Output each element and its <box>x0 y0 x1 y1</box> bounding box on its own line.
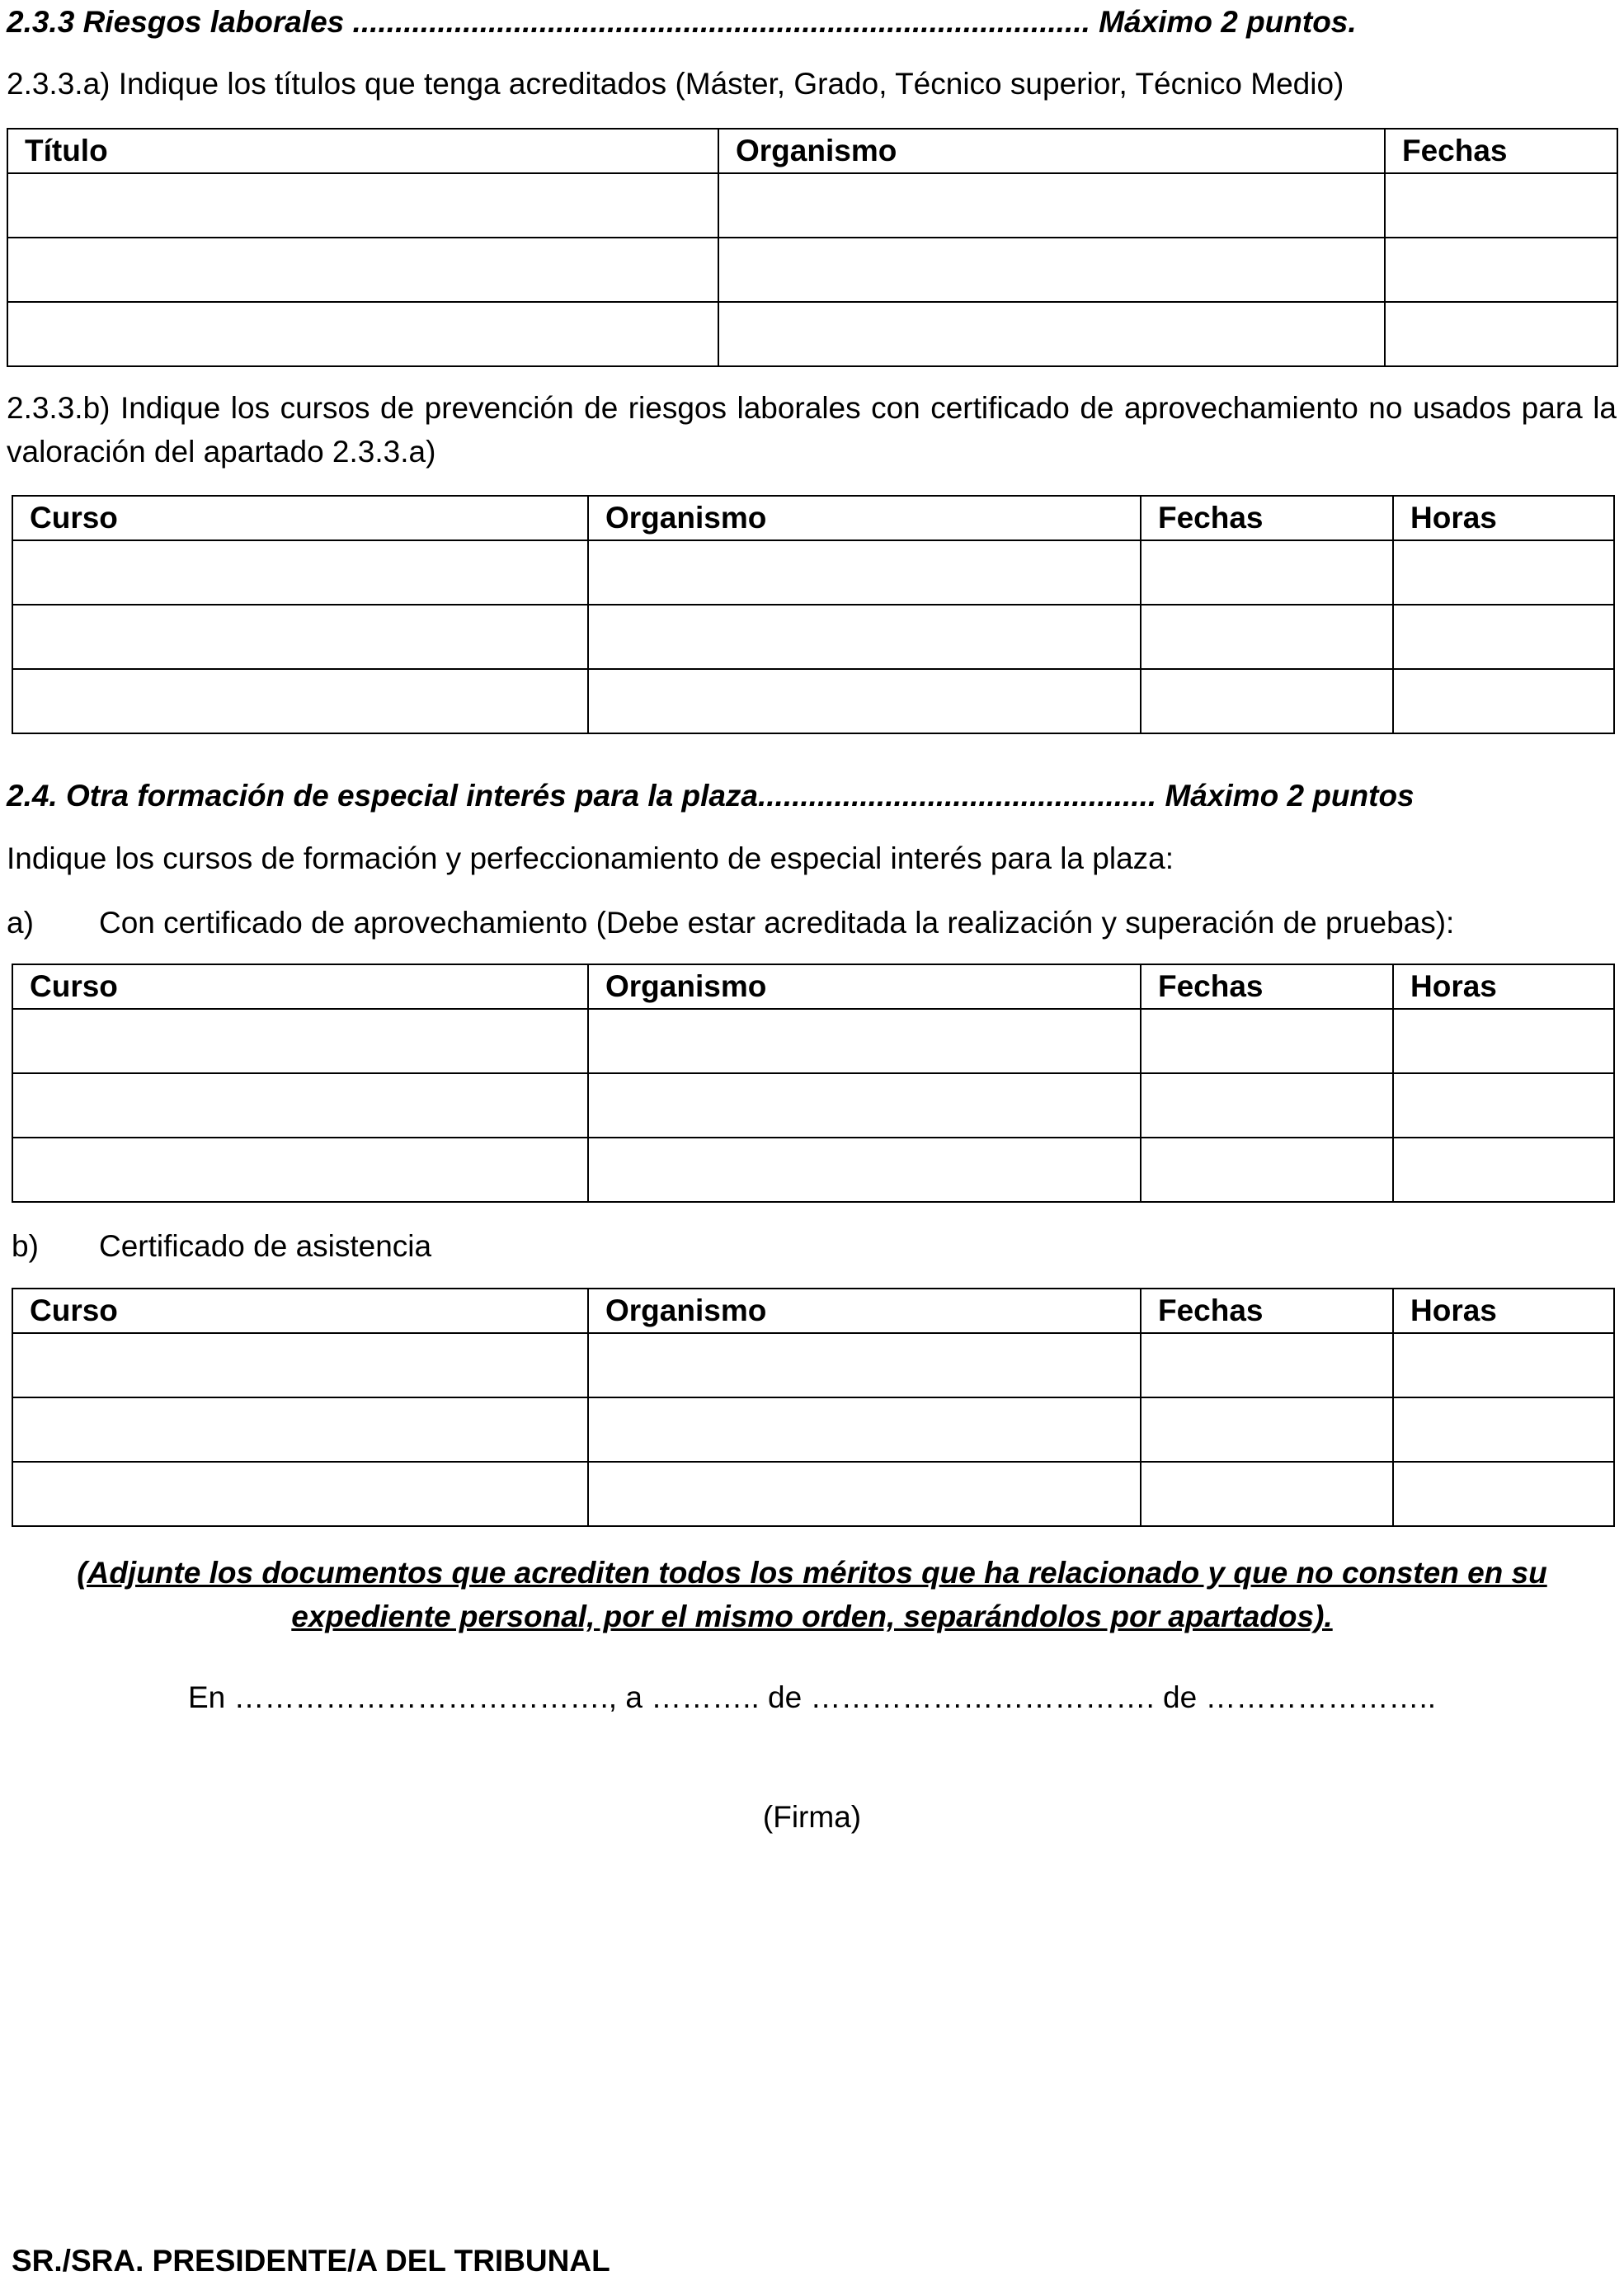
instruction-2-3-3-a: 2.3.3.a) Indique los títulos que tenga acreditados (Máster, Grado, Técnico superior, Técnico Medio) <box>7 67 1344 101</box>
titles-table <box>7 128 1618 367</box>
horas-cell[interactable] <box>1393 669 1614 733</box>
curso-cell[interactable] <box>12 1462 588 1526</box>
organismo-cell[interactable] <box>588 1462 1141 1526</box>
fechas-cell[interactable] <box>1385 238 1617 302</box>
curso-cell[interactable] <box>12 1397 588 1462</box>
table-row <box>12 1009 1614 1073</box>
table-row <box>7 173 1617 238</box>
fechas-cell[interactable] <box>1141 1138 1393 1202</box>
curso-cell[interactable] <box>12 540 588 605</box>
section-heading-leader-dots: ....................................................................................... <box>352 5 1090 39</box>
column-header-horas: Horas <box>1393 964 1614 1009</box>
table-row <box>7 302 1617 366</box>
table-header-row <box>12 1289 1614 1333</box>
organismo-cell[interactable] <box>588 1009 1141 1073</box>
fechas-cell[interactable] <box>1141 540 1393 605</box>
organismo-cell[interactable] <box>588 1073 1141 1138</box>
column-header-horas: Horas <box>1393 1289 1614 1333</box>
section-heading-label: 2.4. Otra formación de especial interés para la plaza. <box>7 779 767 813</box>
table-row <box>12 1397 1614 1462</box>
table-row <box>7 238 1617 302</box>
instruction-2-3-3-b: 2.3.3.b) Indique los cursos de prevención de riesgos laborales con certificado de aprovechamiento no usados para la valoración del apartado 2.3.3.a) <box>7 391 1617 469</box>
titulo-cell[interactable] <box>7 173 718 238</box>
column-header-organismo: Organismo <box>588 496 1141 540</box>
table-row <box>12 1333 1614 1397</box>
list-marker: b) <box>12 1229 39 1263</box>
table-row <box>12 605 1614 669</box>
fechas-cell[interactable] <box>1141 1073 1393 1138</box>
section-heading-max-points: Máximo 2 puntos. <box>1099 5 1357 39</box>
table-row <box>12 1462 1614 1526</box>
horas-cell[interactable] <box>1393 1009 1614 1073</box>
organismo-cell[interactable] <box>588 1333 1141 1397</box>
section-heading-max-points: Máximo 2 puntos <box>1165 779 1415 813</box>
horas-cell[interactable] <box>1393 1333 1614 1397</box>
organismo-cell[interactable] <box>588 669 1141 733</box>
curso-cell[interactable] <box>12 669 588 733</box>
section-heading-leader-dots: .............................................. <box>766 779 1157 813</box>
notice-line-2: expediente personal, por el mismo orden, separándolos por apartados). <box>291 1600 1333 1633</box>
organismo-cell[interactable] <box>588 540 1141 605</box>
column-header-fechas: Fechas <box>1141 964 1393 1009</box>
curso-cell[interactable] <box>12 1138 588 1202</box>
place-date-line: En ………………………………., a ……….. de ……………………………. de ………………….. <box>187 1680 1437 1714</box>
table-row <box>12 1073 1614 1138</box>
horas-cell[interactable] <box>1393 1462 1614 1526</box>
table-header-row <box>7 129 1617 173</box>
horas-cell[interactable] <box>1393 540 1614 605</box>
fechas-cell[interactable] <box>1141 1462 1393 1526</box>
section-heading-label: 2.3.3 Riesgos laborales <box>7 5 345 39</box>
column-header-fechas: Fechas <box>1141 1289 1393 1333</box>
horas-cell[interactable] <box>1393 1073 1614 1138</box>
organismo-cell[interactable] <box>588 605 1141 669</box>
horas-cell[interactable] <box>1393 1138 1614 1202</box>
organismo-cell[interactable] <box>718 302 1385 366</box>
organismo-cell[interactable] <box>588 1397 1141 1462</box>
fechas-cell[interactable] <box>1141 1397 1393 1462</box>
subsection-b-text: Certificado de asistencia <box>99 1229 432 1263</box>
titulo-cell[interactable] <box>7 238 718 302</box>
organismo-cell[interactable] <box>718 238 1385 302</box>
column-header-fechas: Fechas <box>1385 129 1617 173</box>
curso-cell[interactable] <box>12 1333 588 1397</box>
addressee-footer: SR./SRA. PRESIDENTE/A DEL TRIBUNAL <box>12 2244 610 2278</box>
horas-cell[interactable] <box>1393 605 1614 669</box>
titulo-cell[interactable] <box>7 302 718 366</box>
column-header-titulo: Título <box>7 129 718 173</box>
fechas-cell[interactable] <box>1385 173 1617 238</box>
table-row <box>12 1138 1614 1202</box>
fechas-cell[interactable] <box>1141 1333 1393 1397</box>
fechas-cell[interactable] <box>1385 302 1617 366</box>
column-header-curso: Curso <box>12 496 588 540</box>
curso-cell[interactable] <box>12 1073 588 1138</box>
fechas-cell[interactable] <box>1141 605 1393 669</box>
subsection-a <box>7 904 1454 942</box>
column-header-organismo: Organismo <box>588 1289 1141 1333</box>
section-heading-2-4 <box>7 777 1415 815</box>
column-header-curso: Curso <box>12 964 588 1009</box>
table-header-row <box>12 496 1614 540</box>
prl-courses-table <box>12 495 1615 734</box>
organismo-cell[interactable] <box>718 173 1385 238</box>
column-header-horas: Horas <box>1393 496 1614 540</box>
attachment-notice <box>0 1551 1624 1638</box>
section-intro: Indique los cursos de formación y perfeccionamiento de especial interés para la plaza: <box>7 841 1174 875</box>
organismo-cell[interactable] <box>588 1138 1141 1202</box>
column-header-curso: Curso <box>12 1289 588 1333</box>
notice-line-1: (Adjunte los documentos que acrediten todos los méritos que ha relacionado y que no consten en su <box>77 1556 1547 1590</box>
subsection-a-text: Con certificado de aprovechamiento (Debe estar acreditada la realización y superación de pruebas): <box>99 906 1455 940</box>
table-row <box>12 540 1614 605</box>
column-header-organismo: Organismo <box>718 129 1385 173</box>
curso-cell[interactable] <box>12 605 588 669</box>
subsection-b <box>12 1227 431 1265</box>
section-heading-2-3-3 <box>7 3 1357 41</box>
curso-cell[interactable] <box>12 1009 588 1073</box>
table-header-row <box>12 964 1614 1009</box>
asistencia-courses-table <box>12 1288 1615 1527</box>
fechas-cell[interactable] <box>1141 669 1393 733</box>
fechas-cell[interactable] <box>1141 1009 1393 1073</box>
horas-cell[interactable] <box>1393 1397 1614 1462</box>
list-marker: a) <box>7 906 34 940</box>
signature-label: (Firma) <box>762 1800 862 1834</box>
table-row <box>12 669 1614 733</box>
column-header-organismo: Organismo <box>588 964 1141 1009</box>
aprovechamiento-courses-table <box>12 964 1615 1203</box>
column-header-fechas: Fechas <box>1141 496 1393 540</box>
